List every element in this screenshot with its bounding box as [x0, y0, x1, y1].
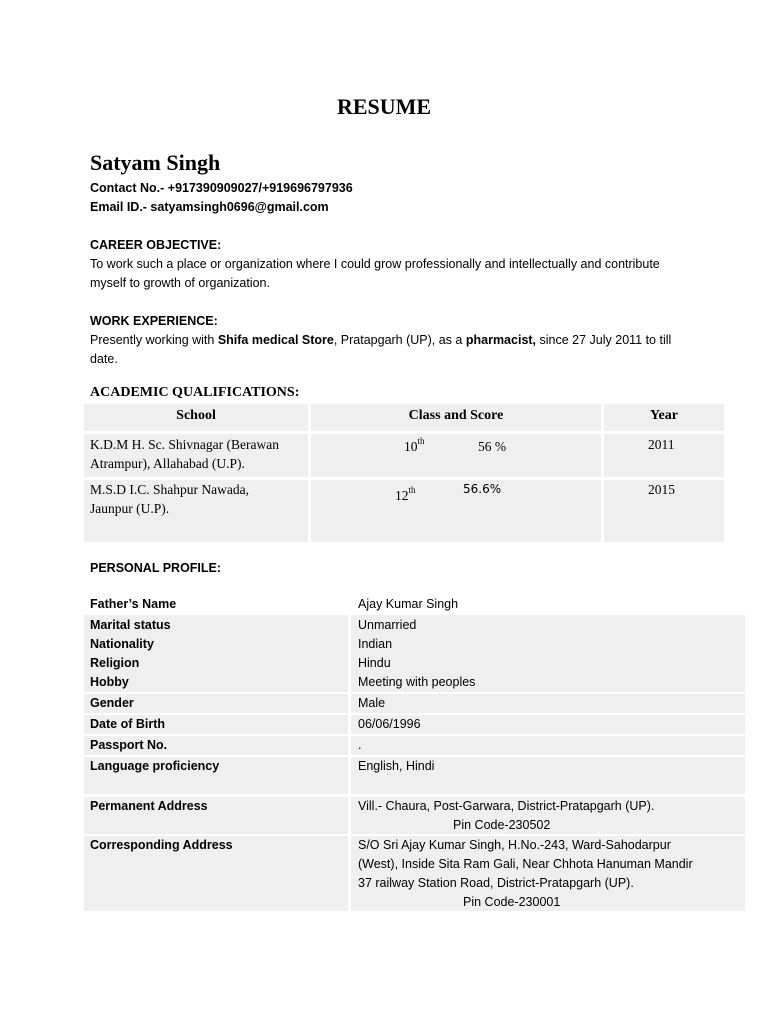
gender-value: Male	[358, 696, 386, 710]
religion-label: Religion	[90, 656, 140, 670]
row-2-year: 2015	[604, 480, 724, 542]
corresponding-address-line-2: (West), Inside Sita Ram Gali, Near Chhota Hanuman Mandir	[358, 857, 693, 871]
dob-value: 06/06/1996	[358, 717, 421, 731]
row-2-class-score	[311, 480, 601, 542]
work-experience-heading: WORK EXPERIENCE:	[90, 314, 218, 328]
row-1-school-line-2: Atrampur), Allahabad (U.P).	[90, 456, 245, 471]
marital-status-value: Unmarried	[358, 618, 417, 632]
row-2-class	[395, 486, 416, 505]
row-2-school	[84, 480, 308, 542]
row-2-class-number: 12	[395, 488, 409, 503]
contact-line: Contact No.- +917390909027/+919696797936	[90, 181, 353, 195]
shade-gender-value	[351, 694, 745, 713]
language-value: English, Hindi	[358, 759, 435, 773]
nationality-value: Indian	[358, 637, 393, 651]
father-name-label: Father’s Name	[90, 597, 177, 611]
language-label: Language proficiency	[90, 759, 220, 773]
row-1-class-number: 10	[404, 439, 418, 454]
corresponding-address-pin: Pin Code-230001	[463, 895, 561, 909]
row-1-score: 56 %	[478, 439, 507, 454]
document-title: RESUME	[336, 94, 432, 119]
work-text-line-2: date.	[90, 352, 118, 366]
row-2-school-line-1: M.S.D I.C. Shahpur Nawada,	[90, 482, 249, 497]
corresponding-address-line-3: 37 railway Station Road, District-Pratapgarh (UP).	[358, 876, 634, 890]
father-name-value: Ajay Kumar Singh	[358, 597, 459, 611]
career-objective-heading: CAREER OBJECTIVE:	[90, 238, 222, 252]
academic-heading: ACADEMIC QUALIFICATIONS:	[90, 385, 300, 400]
email-line: Email ID.- satyamsingh0696@gmail.com	[90, 200, 329, 214]
row-2-class-sup: th	[408, 485, 416, 495]
work-text-mid: , Pratapgarh (UP), as a	[333, 333, 466, 347]
dob-label: Date of Birth	[90, 717, 165, 731]
permanent-address-line-1: Vill.- Chaura, Post-Garwara, District-Pratapgarh (UP).	[358, 799, 655, 813]
row-1-class-score	[311, 434, 601, 477]
personal-profile-heading: PERSONAL PROFILE:	[90, 561, 222, 575]
work-text-pre: Presently working with	[90, 333, 218, 347]
passport-label: Passport No.	[90, 738, 168, 752]
career-objective-line-1: To work such a place or organization where I could grow professionally and intellectually and contribute	[90, 257, 660, 271]
nationality-label: Nationality	[90, 637, 154, 651]
hobby-label: Hobby	[90, 675, 129, 689]
row-1-school-line-1: K.D.M H. Sc. Shivnagar (Berawan	[90, 437, 279, 452]
header-year: Year	[604, 404, 724, 431]
header-class-score: Class and Score	[311, 404, 601, 431]
marital-status-label: Marital status	[90, 618, 171, 632]
row-2-school-line-2: Jaunpur (U.P).	[90, 501, 170, 516]
corresponding-address-label: Corresponding Address	[90, 838, 233, 852]
permanent-address-pin: Pin Code-230502	[453, 818, 551, 832]
row-1-school	[84, 434, 308, 477]
work-experience-text	[90, 331, 730, 369]
candidate-name: Satyam Singh	[90, 150, 221, 175]
work-store-name: Shifa medical Store	[217, 333, 334, 347]
corresponding-address-line-1: S/O Sri Ajay Kumar Singh, H.No.-243, Ward-Sahodarpur	[358, 838, 671, 852]
career-objective-text	[90, 255, 730, 293]
religion-value: Hindu	[358, 656, 391, 670]
academic-table	[84, 404, 724, 544]
permanent-address-label: Permanent Address	[90, 799, 208, 813]
gender-label: Gender	[90, 696, 134, 710]
row-2-score: 56.6%	[463, 482, 502, 496]
work-role: pharmacist,	[465, 333, 537, 347]
row-1-class	[404, 437, 425, 456]
header-school: School	[84, 404, 308, 431]
work-text-post: since 27 July 2011 to till	[536, 333, 672, 347]
row-1-year: 2011	[604, 434, 724, 477]
passport-value: .	[358, 738, 362, 752]
row-1-class-sup: th	[417, 436, 425, 446]
career-objective-line-2: myself to growth of organization.	[90, 276, 270, 290]
hobby-value: Meeting with peoples	[358, 675, 476, 689]
shade-passport-value	[351, 736, 745, 755]
